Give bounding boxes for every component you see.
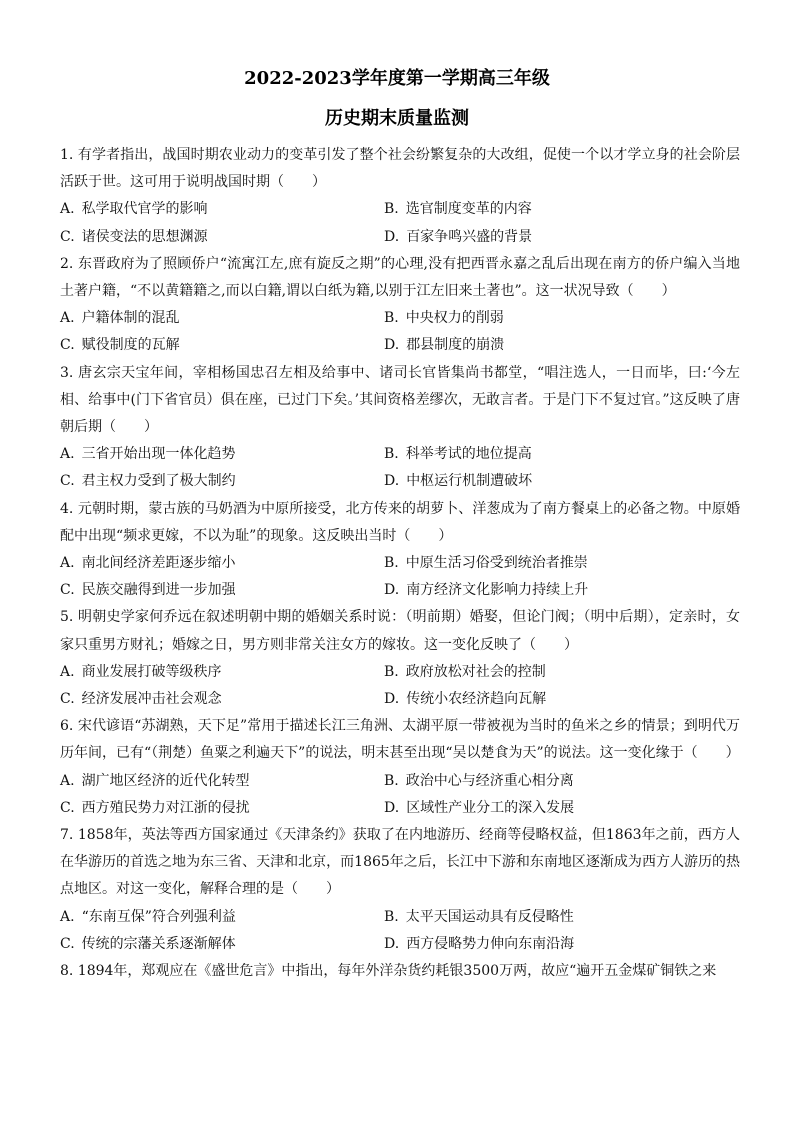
option-text: 中央权力的削弱 bbox=[405, 310, 504, 327]
option-letter: A. bbox=[60, 554, 75, 571]
option-letter: D. bbox=[384, 473, 400, 490]
option-text: 百家争鸣兴盛的背景 bbox=[406, 228, 533, 245]
option-b[interactable] bbox=[384, 305, 740, 332]
option-b[interactable] bbox=[384, 768, 740, 795]
option-letter: D. bbox=[384, 228, 400, 245]
option-text: 君主权力受到了极大制约 bbox=[81, 473, 236, 490]
option-letter: A. bbox=[60, 310, 75, 327]
option-letter: C. bbox=[60, 582, 75, 599]
option-text: “东南互保”符合列强利益 bbox=[81, 908, 236, 925]
option-b[interactable] bbox=[384, 196, 740, 223]
option-row bbox=[60, 795, 740, 822]
option-letter: B. bbox=[384, 446, 399, 463]
option-letter: A. bbox=[60, 908, 75, 925]
option-letter: A. bbox=[60, 446, 75, 463]
option-text: 中原生活习俗受到统治者推崇 bbox=[405, 554, 588, 571]
question-stem: 5. 明朝史学家何乔远在叙述明朝中期的婚姻关系时说：（明前期）婚娶，但论门阀；（明中后期），定亲时，女家只重男方财礼；婚嫁之日，男方则非常关注女方的嫁妆。这一变化反映了（ ） bbox=[60, 609, 740, 653]
option-row bbox=[60, 196, 740, 223]
option-letter: C. bbox=[60, 337, 75, 354]
option-text: 三省开始出现一体化趋势 bbox=[81, 446, 236, 463]
option-text: 郡县制度的崩溃 bbox=[406, 337, 505, 354]
option-c[interactable] bbox=[60, 332, 384, 359]
option-row bbox=[60, 768, 740, 795]
option-letter: D. bbox=[384, 690, 400, 707]
option-d[interactable] bbox=[384, 686, 740, 713]
option-letter: D. bbox=[384, 935, 400, 952]
option-row bbox=[60, 550, 740, 577]
option-a[interactable] bbox=[60, 305, 384, 332]
option-text: 户籍体制的混乱 bbox=[81, 310, 180, 327]
option-text: 南北间经济差距逐步缩小 bbox=[81, 554, 236, 571]
option-letter: D. bbox=[384, 799, 400, 816]
question-8 bbox=[60, 958, 740, 985]
option-letter: B. bbox=[384, 772, 399, 789]
option-letter: A. bbox=[60, 772, 75, 789]
option-letter: A. bbox=[60, 201, 75, 218]
question-stem: 1. 有学者指出，战国时期农业动力的变革引发了整个社会纷繁复杂的大改组，促使一个以才学立身的社会阶层活跃于世。这可用于说明战国时期（ ） bbox=[60, 147, 740, 191]
option-b[interactable] bbox=[384, 550, 740, 577]
option-row bbox=[60, 659, 740, 686]
option-text: 湖广地区经济的近代化转型 bbox=[81, 772, 250, 789]
option-c[interactable] bbox=[60, 224, 384, 251]
option-row bbox=[60, 577, 740, 604]
option-text: 政府放松对社会的控制 bbox=[405, 663, 546, 680]
option-c[interactable] bbox=[60, 931, 384, 958]
option-row bbox=[60, 468, 740, 495]
question-1 bbox=[60, 142, 740, 251]
option-text: 西方侵略势力伸向东南沿海 bbox=[406, 935, 575, 952]
option-d[interactable] bbox=[384, 795, 740, 822]
option-d[interactable] bbox=[384, 332, 740, 359]
option-b[interactable] bbox=[384, 659, 740, 686]
option-c[interactable] bbox=[60, 795, 384, 822]
question-stem: 8. 1894年，郑观应在《盛世危言》中指出，每年外洋杂货约耗银3500万两，故应“遍开五金煤矿铜铁之来 bbox=[60, 962, 717, 979]
option-row bbox=[60, 305, 740, 332]
option-text: 选官制度变革的内容 bbox=[405, 201, 532, 218]
question-3 bbox=[60, 360, 740, 496]
option-a[interactable] bbox=[60, 196, 384, 223]
option-row bbox=[60, 931, 740, 958]
option-letter: C. bbox=[60, 799, 75, 816]
option-letter: B. bbox=[384, 908, 399, 925]
question-7 bbox=[60, 822, 740, 958]
option-a[interactable] bbox=[60, 768, 384, 795]
option-row bbox=[60, 441, 740, 468]
option-a[interactable] bbox=[60, 441, 384, 468]
option-text: 私学取代官学的影响 bbox=[81, 201, 208, 218]
option-letter: B. bbox=[384, 201, 399, 218]
option-c[interactable] bbox=[60, 686, 384, 713]
question-4 bbox=[60, 496, 740, 605]
question-stem: 6. 宋代谚语“苏湖熟，天下足”常用于描述长江三角洲、太湖平原一带被视为当时的鱼米之乡的情景；到明代万历年间，已有“（荆楚）鱼粟之利遍天下”的说法，明末甚至出现“吴以楚食为天”的说法。这一变化缘于（ ） bbox=[60, 718, 740, 762]
option-letter: A. bbox=[60, 663, 75, 680]
option-letter: C. bbox=[60, 690, 75, 707]
question-stem: 2. 东晋政府为了照顾侨户“流寓江左,庶有旋反之期”的心理,没有把西晋永嘉之乱后出现在南方的侨户编入当地土著户籍，“不以黄籍籍之,而以白籍,谓以白纸为籍,以别于江左旧来土著也”。这一状况导致（ ） bbox=[60, 255, 740, 299]
question-5 bbox=[60, 604, 740, 713]
option-text: 赋役制度的瓦解 bbox=[81, 337, 180, 354]
option-text: 传统小农经济趋向瓦解 bbox=[406, 690, 547, 707]
option-b[interactable] bbox=[384, 904, 740, 931]
option-a[interactable] bbox=[60, 904, 384, 931]
option-row bbox=[60, 332, 740, 359]
option-a[interactable] bbox=[60, 550, 384, 577]
option-letter: C. bbox=[60, 473, 75, 490]
question-stem: 4. 元朝时期，蒙古族的马奶酒为中原所接受，北方传来的胡萝卜、洋葱成为了南方餐桌上的必备之物。中原婚配中出现“频求更嫁，不以为耻”的现象。这反映出当时（ ） bbox=[60, 500, 740, 544]
option-text: 商业发展打破等级秩序 bbox=[81, 663, 222, 680]
question-2 bbox=[60, 251, 740, 360]
question-list bbox=[60, 142, 740, 985]
question-stem: 3. 唐玄宗天宝年间，宰相杨国忠召左相及给事中、诸司长官皆集尚书都堂，“唱注选人，一日而毕，曰:‘今左相、给事中(门下省官员）俱在座，已过门下矣。’其间资格差缪次，无敢言者。于是门下不复过官。”这反映了唐朝后期（ ） bbox=[60, 364, 740, 435]
option-letter: B. bbox=[384, 554, 399, 571]
question-6 bbox=[60, 713, 740, 822]
option-letter: B. bbox=[384, 663, 399, 680]
option-letter: C. bbox=[60, 935, 75, 952]
option-d[interactable] bbox=[384, 931, 740, 958]
option-letter: D. bbox=[384, 337, 400, 354]
option-text: 民族交融得到进一步加强 bbox=[81, 582, 236, 599]
option-a[interactable] bbox=[60, 659, 384, 686]
option-text: 传统的宗藩关系逐渐解体 bbox=[81, 935, 236, 952]
exam-title-year: 2022-2023学年度第一学期高三年级 bbox=[244, 68, 550, 89]
option-text: 区域性产业分工的深入发展 bbox=[406, 799, 575, 816]
option-text: 科举考试的地位提高 bbox=[405, 446, 532, 463]
option-d[interactable] bbox=[384, 224, 740, 251]
option-text: 南方经济文化影响力持续上升 bbox=[406, 582, 589, 599]
option-row bbox=[60, 686, 740, 713]
question-stem: 7. 1858年，英法等西方国家通过《天津条约》获取了在内地游历、经商等侵略权益，但1863年之前，西方人在华游历的首选之地为东三省、天津和北京，而1865年之后，长江中下游和东南地区逐渐成为西方人游历的热点地区。对这一变化，解释合理的是（ ） bbox=[60, 826, 740, 898]
exam-title-subject: 历史期末质量监测 bbox=[325, 108, 469, 129]
option-letter: D. bbox=[384, 582, 400, 599]
option-d[interactable] bbox=[384, 468, 740, 495]
option-row bbox=[60, 904, 740, 931]
option-d[interactable] bbox=[384, 577, 740, 604]
option-letter: C. bbox=[60, 228, 75, 245]
option-text: 经济发展冲击社会观念 bbox=[81, 690, 222, 707]
option-text: 政治中心与经济重心相分离 bbox=[405, 772, 574, 789]
option-c[interactable] bbox=[60, 468, 384, 495]
option-text: 诸侯变法的思想渊源 bbox=[81, 228, 208, 245]
option-text: 西方殖民势力对江浙的侵扰 bbox=[81, 799, 250, 816]
option-row bbox=[60, 224, 740, 251]
option-letter: B. bbox=[384, 310, 399, 327]
option-b[interactable] bbox=[384, 441, 740, 468]
option-text: 中枢运行机制遭破坏 bbox=[406, 473, 533, 490]
option-text: 太平天国运动具有反侵略性 bbox=[405, 908, 574, 925]
option-c[interactable] bbox=[60, 577, 384, 604]
